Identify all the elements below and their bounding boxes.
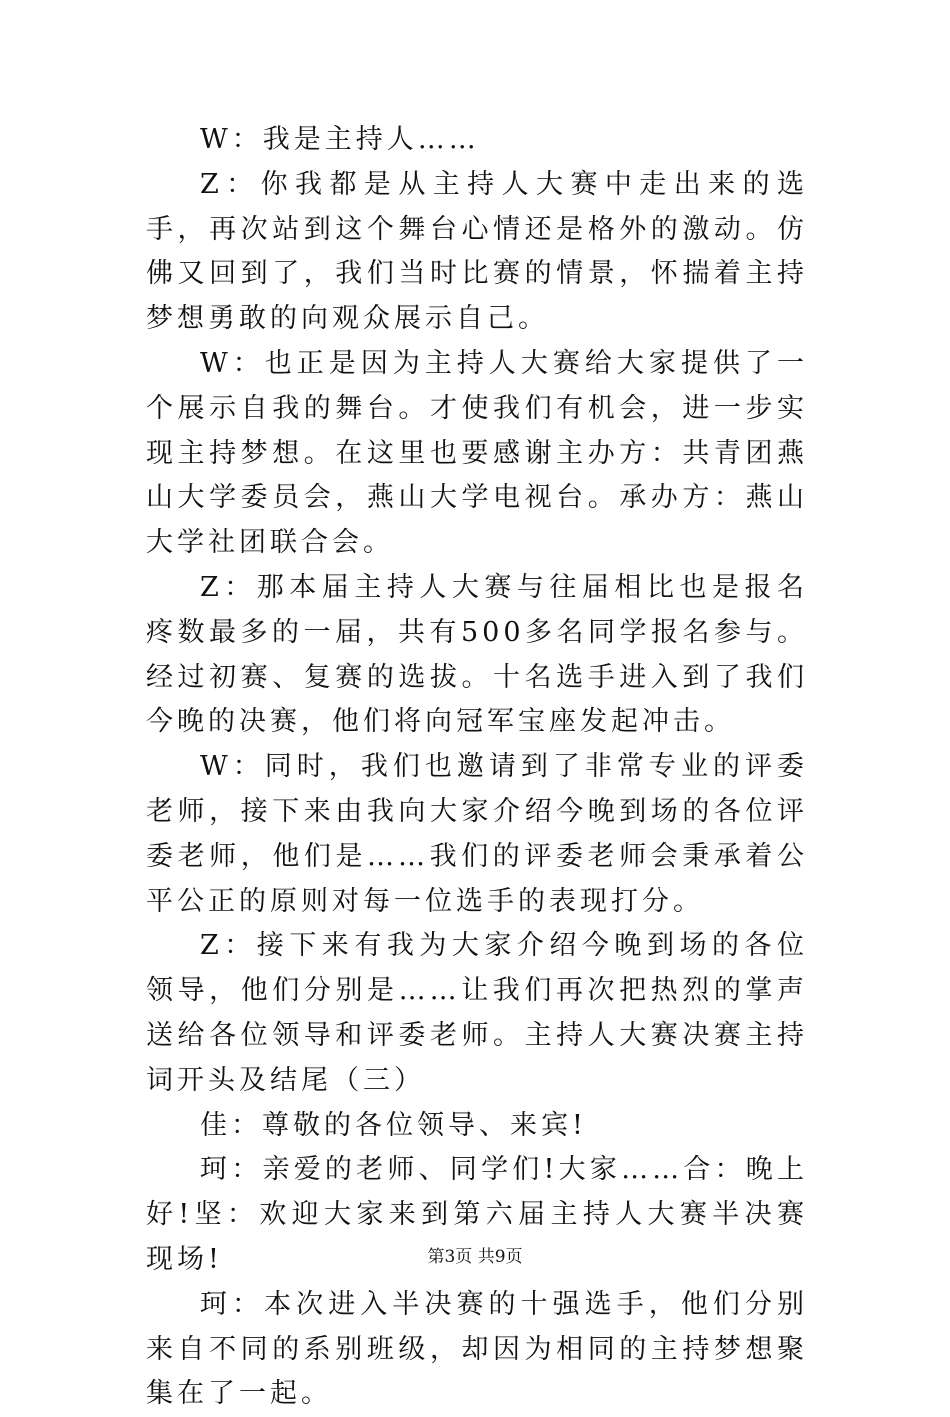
paragraph: 佳：尊敬的各位领导、来宾!	[200, 1109, 587, 1141]
paragraph: Z：那本届主持人大赛与往届相比也是报名疼数最多的一届，共有500多名同学报名参与。经过初赛、复赛的选拔。十名选手进入到了我们今晚的决赛，他们将向冠军宝座发起冲击。	[146, 571, 808, 738]
paragraph: 珂：亲爱的老师、同学们!大家……合：晚上好!坚：欢迎大家来到第六届主持人大赛半决赛现场!	[146, 1154, 808, 1275]
paragraph: 珂：本次进入半决赛的十强选手，他们分别来自不同的系别班级，却因为相同的主持梦想聚集在了一起。	[146, 1288, 808, 1410]
document-body	[146, 118, 808, 1417]
page-number-footer: 第3页 共9页	[427, 1247, 523, 1267]
paragraph: Z：接下来有我为大家介绍今晚到场的各位领导，他们分别是……让我们再次把热烈的掌声送给各位领导和评委老师。主持人大赛决赛主持词开头及结尾（三）	[146, 930, 808, 1096]
paragraph: W：也正是因为主持人大赛给大家提供了一个展示自我的舞台。才使我们有机会，进一步实现主持梦想。在这里也要感谢主办方：共青团燕山大学委员会，燕山大学电视台。承办方：燕山大学社团联合会。	[146, 347, 808, 559]
paragraph: W：同时，我们也邀请到了非常专业的评委老师，接下来由我向大家介绍今晚到场的各位评委老师，他们是……我们的评委老师会秉承着公平公正的原则对每一位选手的表现打分。	[146, 751, 808, 917]
paragraph: W：我是主持人……	[200, 124, 480, 155]
paragraph: Z：你我都是从主持人大赛中走出来的选手，再次站到这个舞台心情还是格外的激动。仿佛又回到了，我们当时比赛的情景，怀揣着主持梦想勇敢的向观众展示自己。	[146, 168, 808, 335]
